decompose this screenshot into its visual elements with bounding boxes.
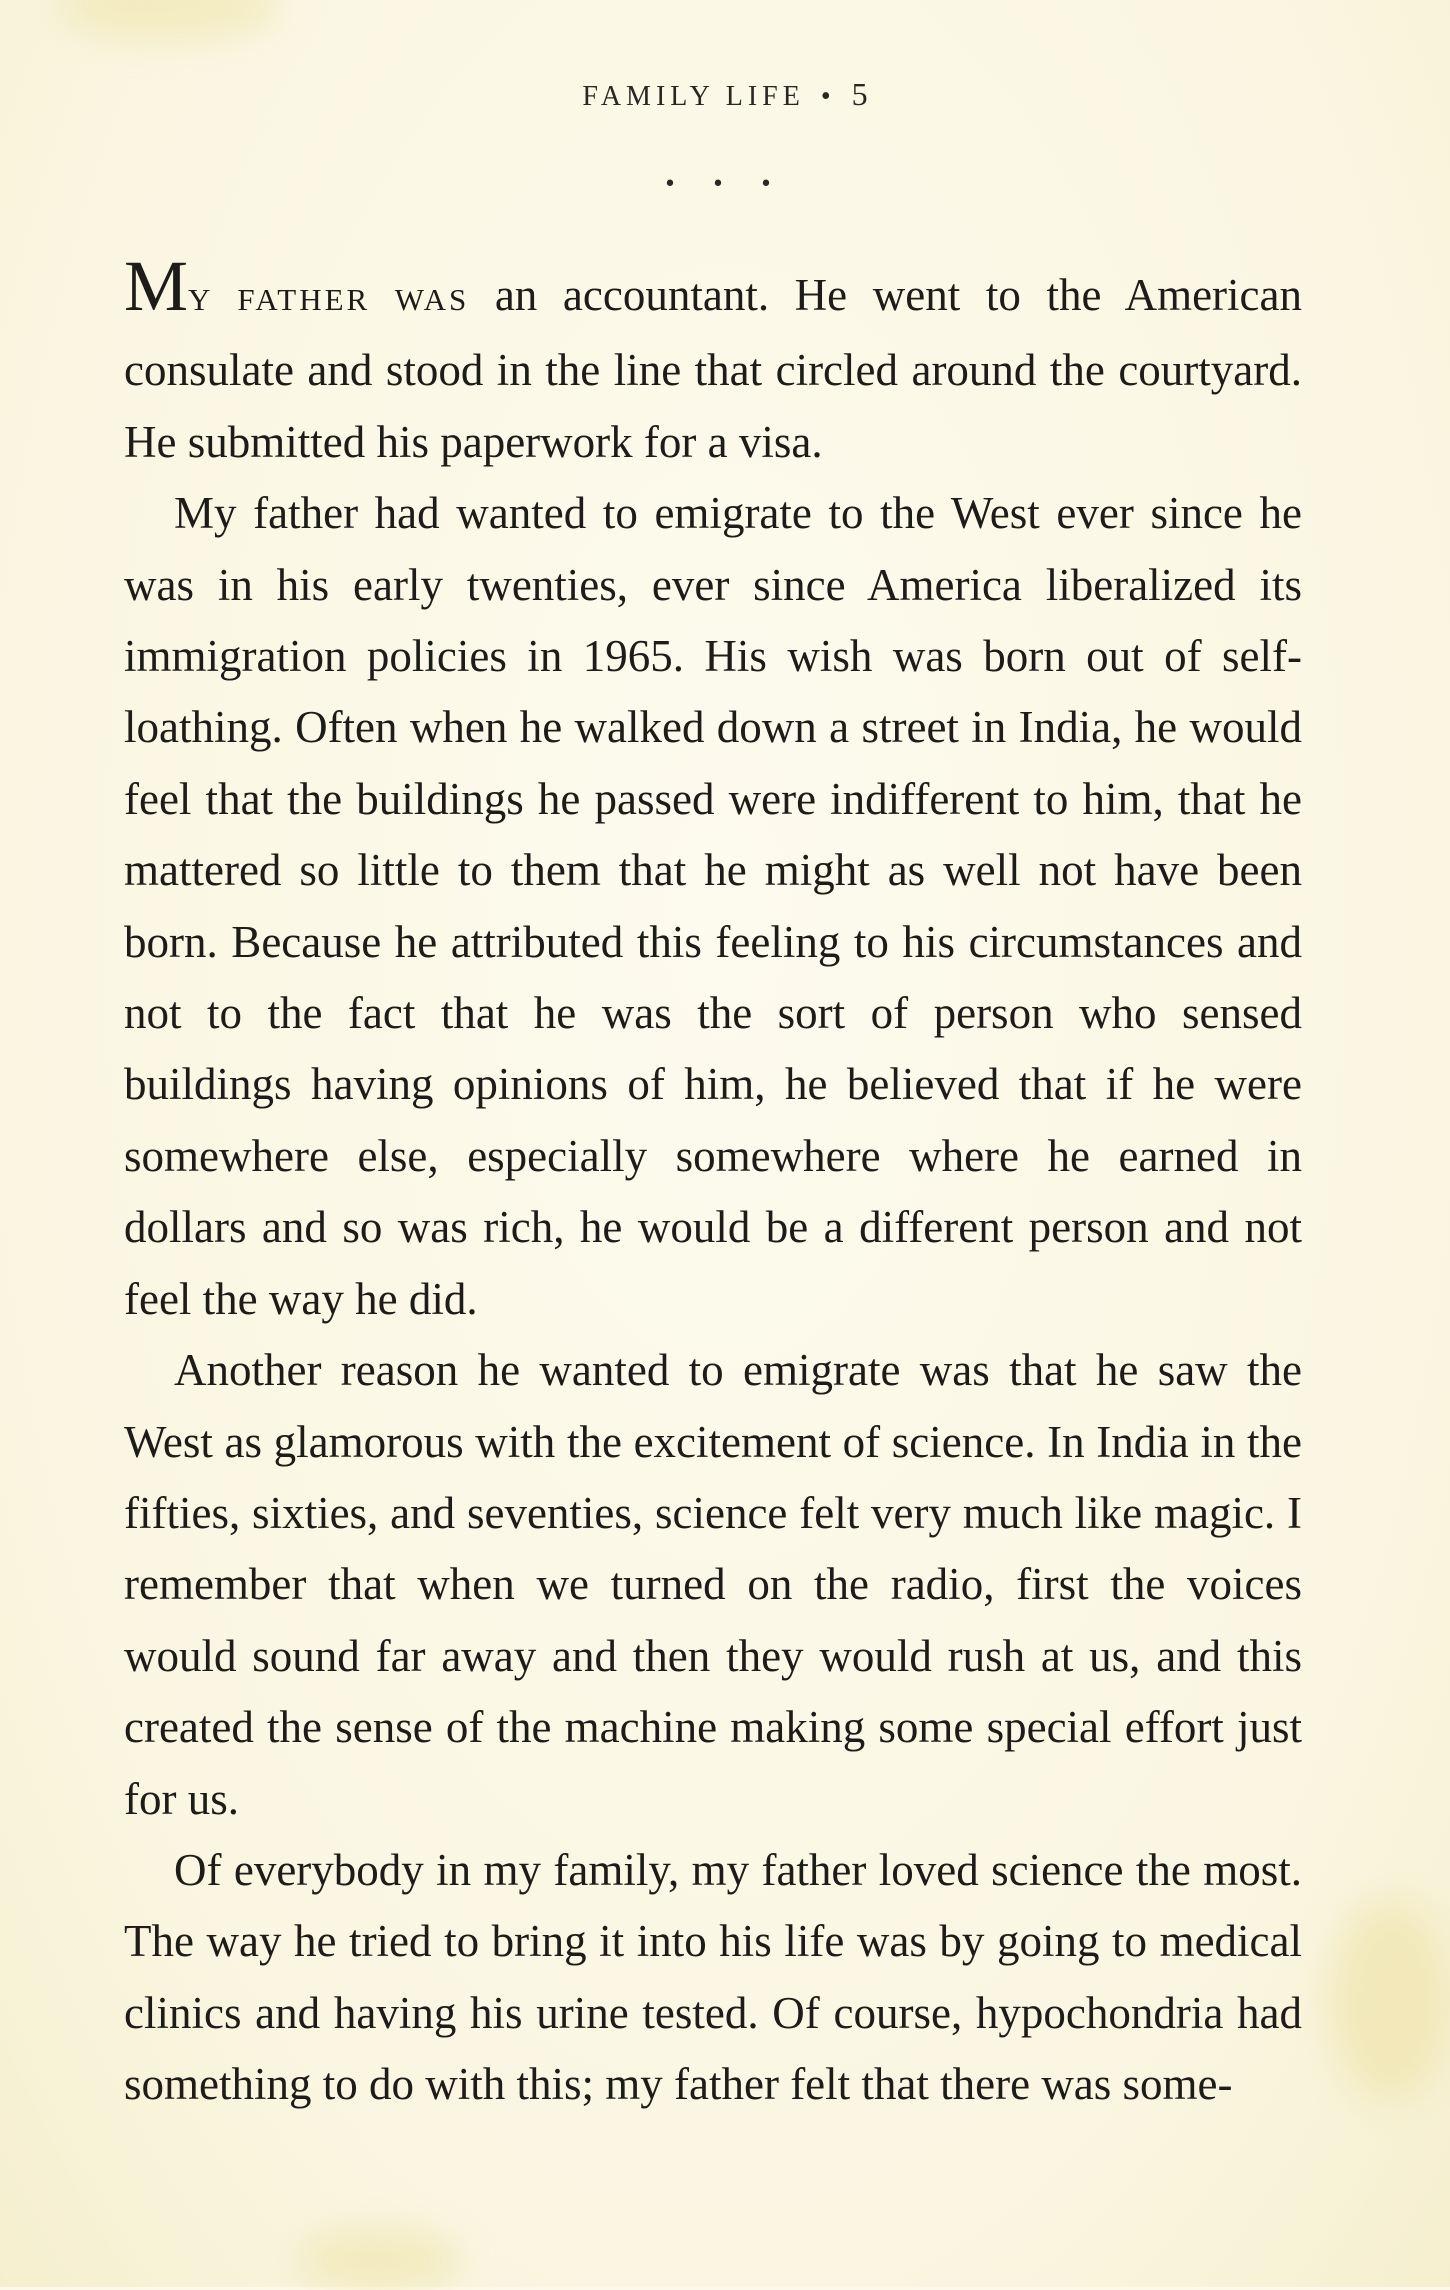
opening-small-caps: Y FATHER WAS <box>188 282 470 317</box>
section-break-ornament: • • • <box>663 172 787 197</box>
paragraph-3: Another reason he wanted to emigrate was that he saw the West as glamorous with the excitement of science. In India in the fifties, sixties, and seventies, science felt very much like magic. I remember that when we turned on the radio, first the voices would sound far away and then they would rush at us, and this created the sense of the machine making some special effort just for us. <box>124 1345 1302 1824</box>
paragraph-1 <box>124 246 1302 478</box>
paragraph-1-text: an accountant. He went to the American consulate and stood in the line that circled around the courtyard. He submitted his paperwork for a visa. <box>124 270 1302 467</box>
page-number: 5 <box>851 76 868 112</box>
paragraph-2: My father had wanted to emigrate to the West ever since he was in his early twenties, ever since America liberalized its immigration policies in 1965. His wish was born out of self-loathing. Often when he walked down a street in India, he would feel that the buildings he passed were indifferent to him, that he mattered so little to them that he might as well not have been born. Because he attributed this feeling to his circumstances and not to the fact that he was the sort of person who sensed buildings having opinions of him, he believed that if he were somewhere else, especially somewhere where he earned in dollars and so was rich, he would be a different person and not feel the way he did. <box>124 488 1302 1324</box>
paper-stain <box>300 2230 460 2290</box>
running-title: FAMILY LIFE <box>582 81 805 112</box>
paper-stain <box>1330 1900 1450 2100</box>
drop-cap: M <box>124 246 189 326</box>
body-text <box>124 246 1302 2121</box>
running-header <box>0 76 1450 113</box>
header-separator: • <box>820 81 836 112</box>
paper-stain <box>60 0 280 40</box>
paragraph-4: Of everybody in my family, my father loved science the most. The way he tried to bring it into his life was by going to medical clinics and having his urine tested. Of course, hypochondria had something to do with this; my father felt that there was some- <box>124 1844 1302 2110</box>
